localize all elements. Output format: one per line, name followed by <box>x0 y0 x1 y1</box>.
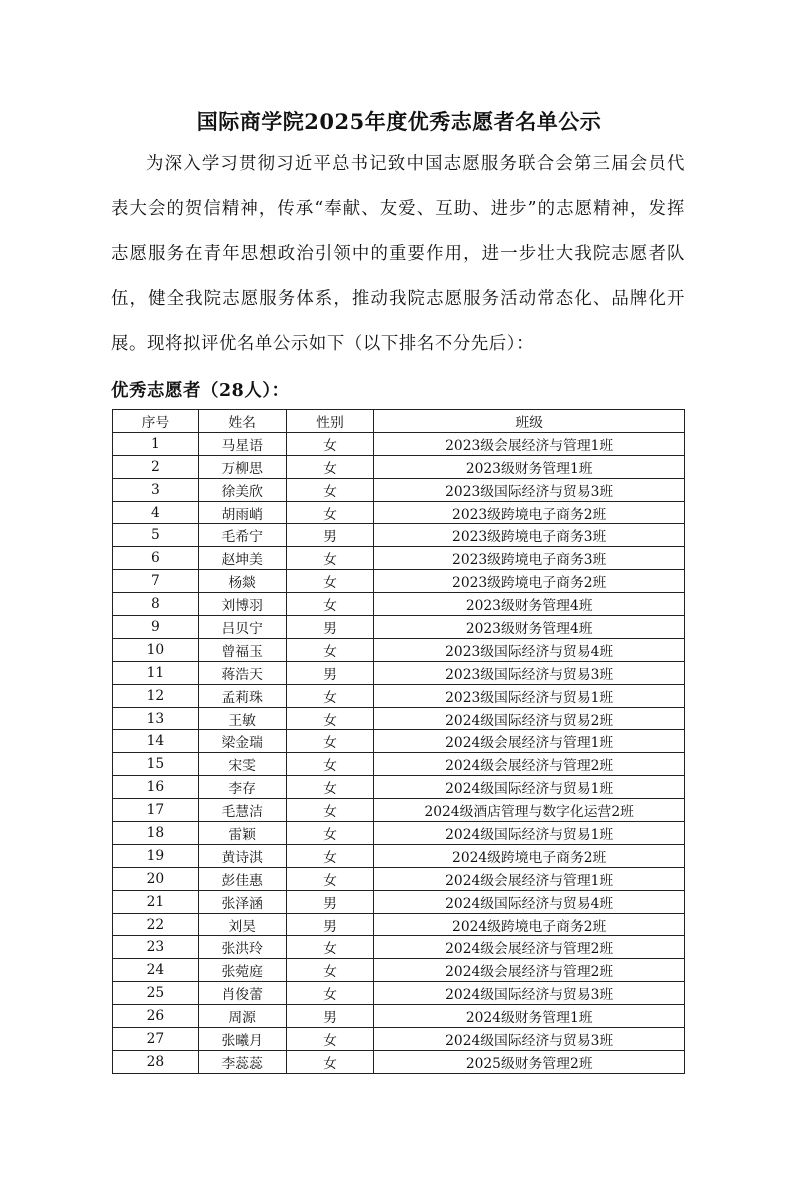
table-row <box>113 822 685 845</box>
table-row <box>113 707 685 730</box>
table-row <box>113 1005 685 1028</box>
cell-gender: 男 <box>286 913 374 936</box>
cell-number: 16 <box>113 776 199 799</box>
table-row <box>113 455 685 478</box>
cell-name: 曾福玉 <box>198 638 286 661</box>
cell-class: 2023级国际经济与贸易4班 <box>374 638 685 661</box>
cell-gender: 女 <box>286 867 374 890</box>
table-row <box>113 570 685 593</box>
cell-gender: 女 <box>286 730 374 753</box>
cell-class: 2023级国际经济与贸易3班 <box>374 478 685 501</box>
cell-gender: 女 <box>286 547 374 570</box>
cell-gender: 女 <box>286 959 374 982</box>
cell-name: 张菀庭 <box>198 959 286 982</box>
cell-name: 孟莉珠 <box>198 684 286 707</box>
cell-number: 27 <box>113 1028 199 1051</box>
cell-number: 6 <box>113 547 199 570</box>
table-row <box>113 890 685 913</box>
cell-name: 张曦月 <box>198 1028 286 1051</box>
cell-number: 9 <box>113 616 199 639</box>
cell-gender: 男 <box>286 1005 374 1028</box>
cell-name: 周源 <box>198 1005 286 1028</box>
cell-number: 11 <box>113 661 199 684</box>
cell-class: 2025级财务管理2班 <box>374 1050 685 1073</box>
cell-name: 张泽涵 <box>198 890 286 913</box>
cell-name: 刘博羽 <box>198 593 286 616</box>
cell-class: 2023级跨境电子商务2班 <box>374 570 685 593</box>
table-body <box>113 432 685 1073</box>
cell-gender: 女 <box>286 776 374 799</box>
cell-class: 2023级跨境电子商务3班 <box>374 547 685 570</box>
cell-class: 2024级财务管理1班 <box>374 1005 685 1028</box>
section-heading: 优秀志愿者（28人）： <box>111 381 290 401</box>
cell-class: 2024级国际经济与贸易1班 <box>374 822 685 845</box>
cell-class: 2024级跨境电子商务2班 <box>374 844 685 867</box>
cell-class: 2024级国际经济与贸易1班 <box>374 776 685 799</box>
table-row <box>113 593 685 616</box>
cell-name: 蒋浩天 <box>198 661 286 684</box>
cell-gender: 男 <box>286 661 374 684</box>
table-row <box>113 799 685 822</box>
cell-number: 1 <box>113 432 199 455</box>
cell-name: 毛慧洁 <box>198 799 286 822</box>
cell-number: 14 <box>113 730 199 753</box>
cell-class: 2023级会展经济与管理1班 <box>374 432 685 455</box>
cell-gender: 女 <box>286 1050 374 1073</box>
cell-name: 吕贝宁 <box>198 616 286 639</box>
table-row <box>113 661 685 684</box>
table-row <box>113 776 685 799</box>
cell-number: 22 <box>113 913 199 936</box>
cell-number: 2 <box>113 455 199 478</box>
cell-gender: 男 <box>286 890 374 913</box>
cell-number: 13 <box>113 707 199 730</box>
cell-name: 肖俊蕾 <box>198 982 286 1005</box>
cell-number: 28 <box>113 1050 199 1073</box>
cell-class: 2024级国际经济与贸易3班 <box>374 982 685 1005</box>
cell-name: 马星语 <box>198 432 286 455</box>
cell-name: 雷颖 <box>198 822 286 845</box>
cell-gender: 女 <box>286 936 374 959</box>
header-class: 班级 <box>374 410 685 433</box>
cell-number: 5 <box>113 524 199 547</box>
cell-class: 2024级会展经济与管理2班 <box>374 959 685 982</box>
cell-class: 2024级会展经济与管理1班 <box>374 730 685 753</box>
cell-gender: 女 <box>286 570 374 593</box>
cell-number: 15 <box>113 753 199 776</box>
cell-number: 23 <box>113 936 199 959</box>
cell-gender: 女 <box>286 822 374 845</box>
cell-number: 26 <box>113 1005 199 1028</box>
cell-gender: 女 <box>286 982 374 1005</box>
table-row <box>113 1028 685 1051</box>
table-row <box>113 684 685 707</box>
cell-class: 2023级跨境电子商务3班 <box>374 524 685 547</box>
cell-number: 24 <box>113 959 199 982</box>
cell-class: 2023级国际经济与贸易3班 <box>374 661 685 684</box>
cell-class: 2024级跨境电子商务2班 <box>374 913 685 936</box>
cell-name: 彭佳惠 <box>198 867 286 890</box>
table-row <box>113 501 685 524</box>
cell-number: 19 <box>113 844 199 867</box>
cell-class: 2023级跨境电子商务2班 <box>374 501 685 524</box>
cell-class: 2024级酒店管理与数字化运营2班 <box>374 799 685 822</box>
table-row <box>113 524 685 547</box>
cell-gender: 女 <box>286 844 374 867</box>
cell-gender: 男 <box>286 524 374 547</box>
cell-class: 2024级会展经济与管理2班 <box>374 936 685 959</box>
cell-name: 宋雯 <box>198 753 286 776</box>
cell-name: 杨燚 <box>198 570 286 593</box>
table-row <box>113 753 685 776</box>
cell-name: 张洪玲 <box>198 936 286 959</box>
table-row <box>113 867 685 890</box>
cell-number: 3 <box>113 478 199 501</box>
cell-class: 2023级财务管理4班 <box>374 616 685 639</box>
cell-name: 胡雨峭 <box>198 501 286 524</box>
cell-number: 21 <box>113 890 199 913</box>
cell-class: 2024级会展经济与管理1班 <box>374 867 685 890</box>
volunteer-table <box>112 409 685 1074</box>
cell-class: 2024级国际经济与贸易4班 <box>374 890 685 913</box>
cell-gender: 女 <box>286 638 374 661</box>
header-gender: 性别 <box>286 410 374 433</box>
cell-class: 2023级财务管理1班 <box>374 455 685 478</box>
cell-number: 10 <box>113 638 199 661</box>
cell-name: 梁金瑞 <box>198 730 286 753</box>
cell-gender: 女 <box>286 799 374 822</box>
cell-number: 4 <box>113 501 199 524</box>
table-row <box>113 432 685 455</box>
cell-name: 徐美欣 <box>198 478 286 501</box>
cell-number: 17 <box>113 799 199 822</box>
cell-number: 18 <box>113 822 199 845</box>
cell-class: 2023级国际经济与贸易1班 <box>374 684 685 707</box>
header-number: 序号 <box>113 410 199 433</box>
document-title: 国际商学院2025年度优秀志愿者名单公示 <box>196 109 602 134</box>
cell-gender: 女 <box>286 432 374 455</box>
cell-number: 20 <box>113 867 199 890</box>
cell-number: 7 <box>113 570 199 593</box>
cell-number: 12 <box>113 684 199 707</box>
cell-name: 万柳思 <box>198 455 286 478</box>
cell-gender: 女 <box>286 707 374 730</box>
table-row <box>113 638 685 661</box>
cell-name: 王敏 <box>198 707 286 730</box>
cell-number: 8 <box>113 593 199 616</box>
table-row <box>113 959 685 982</box>
cell-number: 25 <box>113 982 199 1005</box>
table-row <box>113 616 685 639</box>
table-row <box>113 730 685 753</box>
intro-paragraph: 为深入学习贯彻习近平总书记致中国志愿服务联合会第三届会员代表大会的贺信精神，传承“奉献、友爱、互助、进步”的志愿精神，发挥志愿服务在青年思想政治引领中的重要作用，进一步壮大我院志愿者队伍，健全我院志愿服务体系，推动我院志愿服务活动常态化、品牌化开展。现将拟评优名单公示如下（以下排名不分先后）： <box>111 154 685 354</box>
cell-gender: 女 <box>286 501 374 524</box>
cell-class: 2023级财务管理4班 <box>374 593 685 616</box>
cell-gender: 女 <box>286 1028 374 1051</box>
cell-name: 刘昊 <box>198 913 286 936</box>
table-row <box>113 478 685 501</box>
header-name: 姓名 <box>198 410 286 433</box>
table-header-row <box>113 410 685 433</box>
cell-gender: 女 <box>286 455 374 478</box>
table-row <box>113 844 685 867</box>
cell-name: 李存 <box>198 776 286 799</box>
cell-name: 毛希宁 <box>198 524 286 547</box>
table-row <box>113 936 685 959</box>
cell-gender: 男 <box>286 616 374 639</box>
cell-name: 赵坤美 <box>198 547 286 570</box>
cell-class: 2024级国际经济与贸易3班 <box>374 1028 685 1051</box>
table-row <box>113 1050 685 1073</box>
cell-class: 2024级国际经济与贸易2班 <box>374 707 685 730</box>
table-row <box>113 982 685 1005</box>
cell-gender: 女 <box>286 684 374 707</box>
cell-name: 黄诗淇 <box>198 844 286 867</box>
cell-name: 李蕊蕊 <box>198 1050 286 1073</box>
table-row <box>113 547 685 570</box>
cell-gender: 女 <box>286 753 374 776</box>
cell-gender: 女 <box>286 593 374 616</box>
table-row <box>113 913 685 936</box>
cell-class: 2024级会展经济与管理2班 <box>374 753 685 776</box>
cell-gender: 女 <box>286 478 374 501</box>
